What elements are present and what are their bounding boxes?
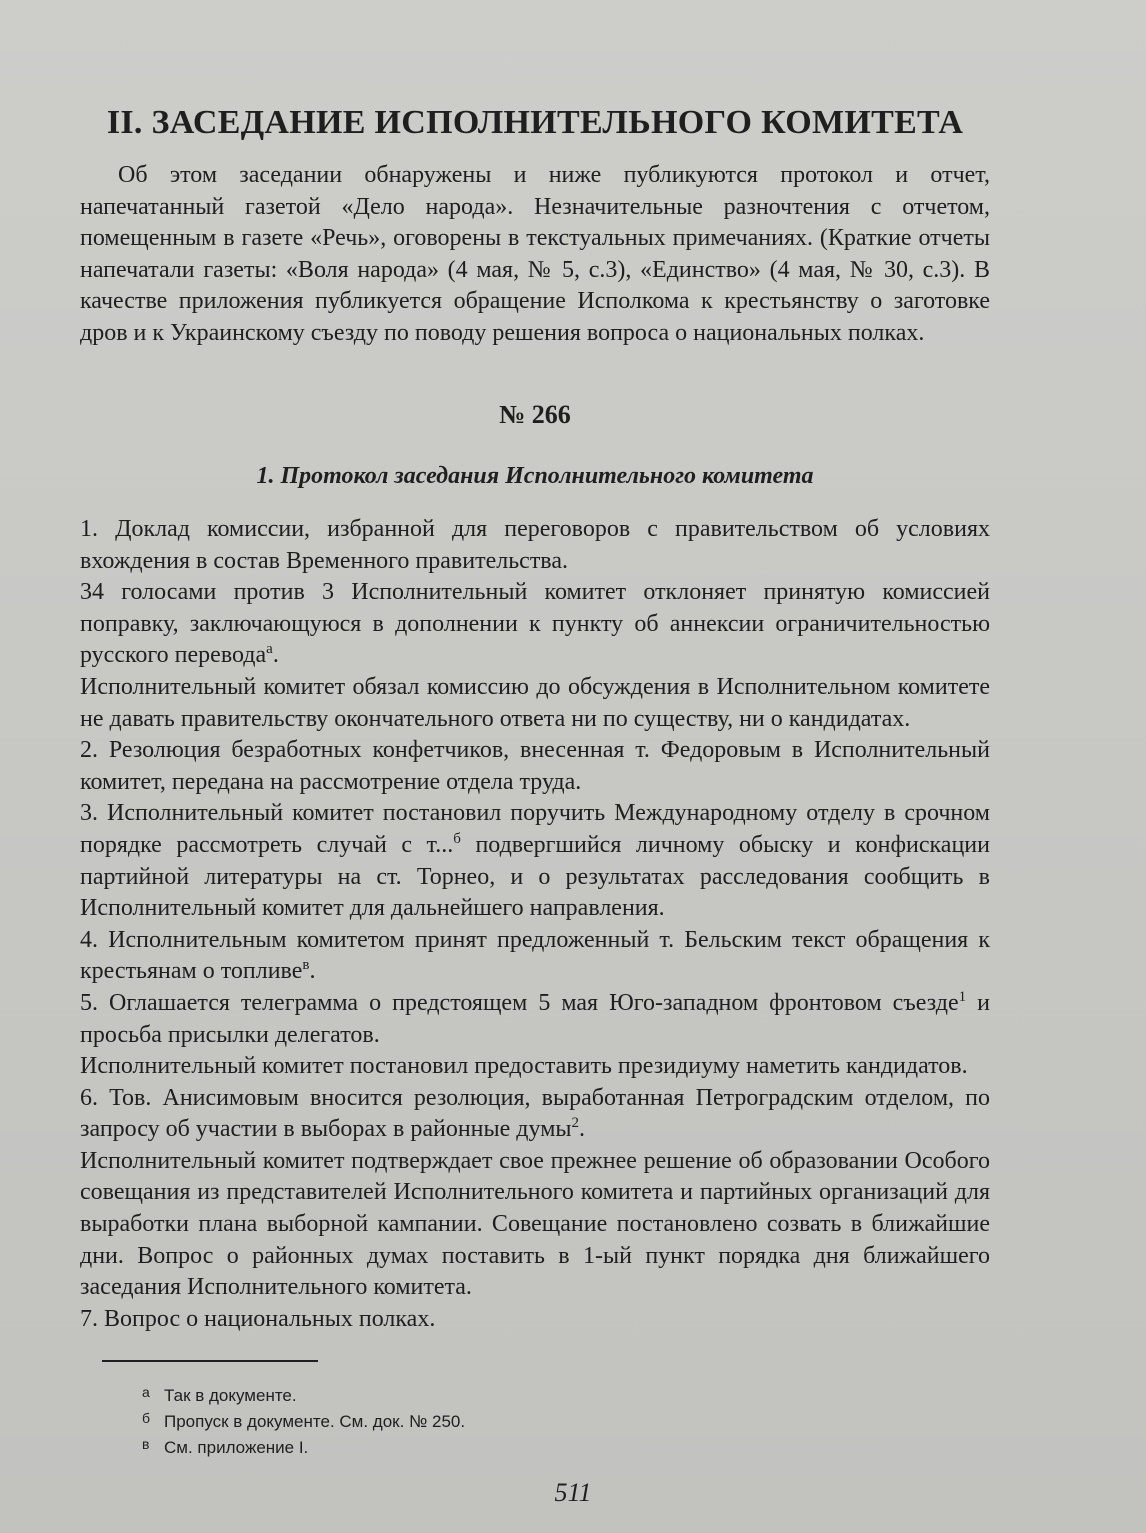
paragraph-6: 4. Исполнительным комитетом принят предложенный т. Бельским текст обращения к крестьянам о топливе$^в$. <box>80 926 990 985</box>
chapter-title: II. ЗАСЕДАНИЕ ИСПОЛНИТЕЛЬНОГО КОМИТЕТА <box>106 104 964 141</box>
chapter-intro: Об этом заседании обнаружены и ниже публикуются протокол и отчет, напечатанный газетой «Дело народа». Незначительные разночтения с отчетом, помещенным в газете «Речь», оговорены в текстуальных примечаниях. (Краткие отчеты напечатали газеты: «Воля народа» (4 мая, № 5, с.3), «Единство» (4 мая, № 30, с.3). В качестве приложения публикуется обращение Исполкома к крестьянству о заготовке дров и к Украинскому съезду по поводу решения вопроса о национальных полках. <box>80 162 990 346</box>
footnote-text: Пропуск в документе. См. док. № 250. <box>164 1412 466 1431</box>
paragraph-8: Исполнительный комитет постановил предоставить президиуму наметить кандидатов. <box>80 1053 968 1080</box>
footnote <box>142 1409 465 1435</box>
paragraph-9: 6. Тов. Анисимовым вносится резолюция, выработанная Петроградским отделом, по запросу об участии в выборах в районные думы$^2$. <box>80 1084 990 1143</box>
protocol-body <box>80 514 990 1335</box>
footnotes <box>142 1383 465 1461</box>
paragraph-11: 7. Вопрос о национальных полках. <box>80 1305 436 1332</box>
footnote-text: Так в документе. <box>164 1386 297 1405</box>
footnote-ref-2: 2 <box>571 1115 580 1132</box>
paragraph-3: Исполнительный комитет обязал комиссию до обсуждения в Исполнительном комитете не давать правительству окончательного ответа ни по существу, ни о кандидатах. <box>80 673 990 732</box>
footnote <box>142 1435 465 1461</box>
footnote-ref-v: в <box>302 957 310 974</box>
footnote-mark: б <box>142 1410 151 1426</box>
paragraph-5: 3. Исполнительный комитет постановил поручить Международному отделу в срочном порядке рассмотреть случай с т...$^б$ подвергшийся личному обыску и конфискации партийной литературы на ст. Торнео, и о результатах расследования сообщить в Исполнительный комитет для дальнейшего направления. <box>80 800 990 922</box>
document-number: № 266 <box>499 400 571 429</box>
footnote-ref-a: а <box>266 641 273 658</box>
footnote-ref-1: 1 <box>958 988 967 1005</box>
footnote-ref-b: б <box>453 830 461 847</box>
footnote-mark: в <box>142 1436 150 1452</box>
footnote-text: См. приложение I. <box>164 1438 309 1457</box>
paragraph-7: 5. Оглашается телеграмма о предстоящем 5 мая Юго-западном фронтовом съезде$^1$ и просьба присылки делегатов. <box>80 988 990 1048</box>
footnote <box>142 1383 465 1409</box>
footnote-divider <box>102 1360 318 1362</box>
document-subtitle: 1. Протокол заседания Исполнительного комитета <box>256 463 814 489</box>
page-number: 511 <box>554 1478 592 1507</box>
paragraph-4: 2. Резолюция безработных конфетчиков, внесенная т. Федоровым в Исполнительный комитет, передана на рассмотрение отдела труда. <box>80 737 990 795</box>
paragraph-1: 1. Доклад комиссии, избранной для переговоров с правительством об условиях вхождения в состав Временного правительства. <box>80 516 990 574</box>
paragraph-10: Исполнительный комитет подтверждает свое прежнее решение об образовании Особого совещания из представителей Исполнительного комитета и партийных организаций для выработки плана выборной кампании. Совещание постановлено созвать в ближайшие дни. Вопрос о районных думах поставить в 1-ый пункт порядка дня ближайшего заседания Исполнительного комитета. <box>80 1147 990 1301</box>
paragraph-2: 34 голосами против 3 Исполнительный комитет отклоняет принятую комиссией поправку, заключающуюся в дополнении к пункту об аннексии ограничительностью русского перевода$^а$. <box>80 579 990 669</box>
footnote-mark: а <box>142 1384 150 1400</box>
